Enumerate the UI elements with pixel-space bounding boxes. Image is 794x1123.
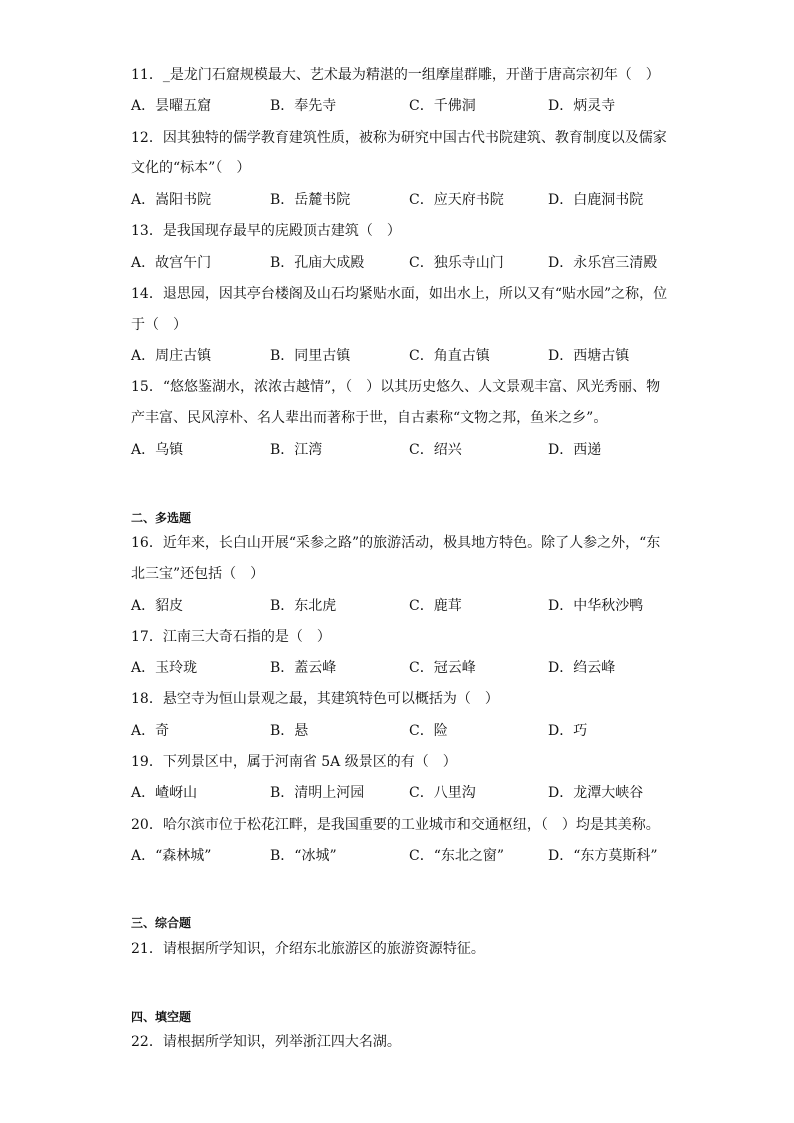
question-13-options xyxy=(131,253,691,273)
question-15-line-2: 产丰富、民风淳朴、名人辈出而著称于世，自古素称“文物之邦，鱼米之乡”。 xyxy=(131,410,608,426)
option-a: A．周庄古镇 xyxy=(131,348,212,364)
question-18: 18．悬空寺为恒山景观之最，其建筑特色可以概括为（ ） xyxy=(131,691,499,707)
question-16-line-1: 16．近年来，长白山开展“采参之路”的旅游活动，极具地方特色。除了人参之外，“东 xyxy=(131,535,661,551)
option-b: B．东北虎 xyxy=(270,598,337,614)
question-20-options xyxy=(131,846,691,866)
question-14-line-1: 14．退思园，因其亭台楼阁及山石均紧贴水面，如出水上，所以又有“贴水园”之称，位 xyxy=(131,286,668,302)
question-16-line-2: 北三宝”还包括（ ） xyxy=(131,566,265,582)
option-b: B．悬 xyxy=(270,723,309,739)
option-a: A．奇 xyxy=(131,723,170,739)
question-11-options xyxy=(131,96,691,116)
option-b: B．孔庙大成殿 xyxy=(270,255,365,271)
option-c: C．独乐寺山门 xyxy=(409,255,504,271)
option-c: C．“东北之窗” xyxy=(409,848,505,864)
option-b: B．“冰城” xyxy=(270,848,337,864)
option-c: C．八里沟 xyxy=(409,785,476,801)
option-a: A．故宫午门 xyxy=(131,255,212,271)
option-b: B．奉先寺 xyxy=(270,98,337,114)
option-d: D．巧 xyxy=(548,723,588,739)
option-b: B．岳麓书院 xyxy=(270,192,351,208)
question-11: 11．_是龙门石窟规模最大、艺术最为精湛的一组摩崖群雕，开凿于唐高宗初年（ ） xyxy=(131,67,660,83)
option-c: C．绍兴 xyxy=(409,442,462,458)
question-15-line-1: 15．“悠悠鉴湖水，浓浓古越情”，（ ）以其历史悠久、人文景观丰富、风光秀丽、物 xyxy=(131,379,661,395)
question-19: 19．下列景区中，属于河南省 5A 级景区的有（ ） xyxy=(131,754,457,770)
option-a: A．貂皮 xyxy=(131,598,184,614)
question-14-line-2: 于（ ） xyxy=(131,317,187,333)
question-12-line-2: 文化的“标本”（ ） xyxy=(131,160,251,176)
question-13: 13．是我国现存最早的庑殿顶古建筑（ ） xyxy=(131,223,401,239)
question-17: 17．江南三大奇石指的是（ ） xyxy=(131,629,331,645)
option-d: D．白鹿洞书院 xyxy=(548,192,644,208)
question-14-options xyxy=(131,346,691,366)
question-19-options xyxy=(131,783,691,803)
option-d: D．永乐宫三清殿 xyxy=(548,255,658,271)
option-c: C．鹿茸 xyxy=(409,598,462,614)
option-d: D．龙潭大峡谷 xyxy=(548,785,644,801)
option-c: C．角直古镇 xyxy=(409,348,490,364)
question-22: 22．请根据所学知识，列举浙江四大名湖。 xyxy=(131,1034,401,1050)
question-15-options xyxy=(131,440,691,460)
option-a: A．玉玲珑 xyxy=(131,660,198,676)
option-b: B．同里古镇 xyxy=(270,348,351,364)
question-16-options xyxy=(131,596,691,616)
option-a: A．嵖岈山 xyxy=(131,785,198,801)
option-a: A．“森林城” xyxy=(131,848,212,864)
option-d: D．炳灵寺 xyxy=(548,98,616,114)
question-12-line-1: 12．因其独特的儒学教育建筑性质，被称为研究中国古代书院建筑、教育制度以及儒家 xyxy=(131,130,667,146)
option-d: D．西塘古镇 xyxy=(548,348,630,364)
option-c: C．千佛洞 xyxy=(409,98,476,114)
section-heading-multiple-choice: 二、多选题 xyxy=(131,511,192,525)
option-c: C．应天府书院 xyxy=(409,192,504,208)
option-d: D．中华秋沙鸭 xyxy=(548,598,644,614)
option-b: B．江湾 xyxy=(270,442,323,458)
option-c: C．险 xyxy=(409,723,448,739)
section-heading-comprehensive: 三、综合题 xyxy=(131,916,192,930)
option-c: C．冠云峰 xyxy=(409,660,476,676)
option-d: D．“东方莫斯科” xyxy=(548,848,658,864)
question-18-options xyxy=(131,721,691,741)
option-d: D．西递 xyxy=(548,442,602,458)
option-a: A．嵩阳书院 xyxy=(131,192,212,208)
option-d: D．绉云峰 xyxy=(548,660,616,676)
question-12-options xyxy=(131,190,691,210)
option-a: A．乌镇 xyxy=(131,442,184,458)
section-heading-fill-in: 四、填空题 xyxy=(131,1010,192,1024)
question-21: 21．请根据所学知识，介绍东北旅游区的旅游资源特征。 xyxy=(131,941,485,957)
option-b: B．蓋云峰 xyxy=(270,660,337,676)
question-17-options xyxy=(131,658,691,678)
question-20: 20．哈尔滨市位于松花江畔，是我国重要的工业城市和交通枢纽，（ ）均是其美称。 xyxy=(131,817,660,833)
option-a: A．昙曜五窟 xyxy=(131,98,212,114)
option-b: B．清明上河园 xyxy=(270,785,365,801)
